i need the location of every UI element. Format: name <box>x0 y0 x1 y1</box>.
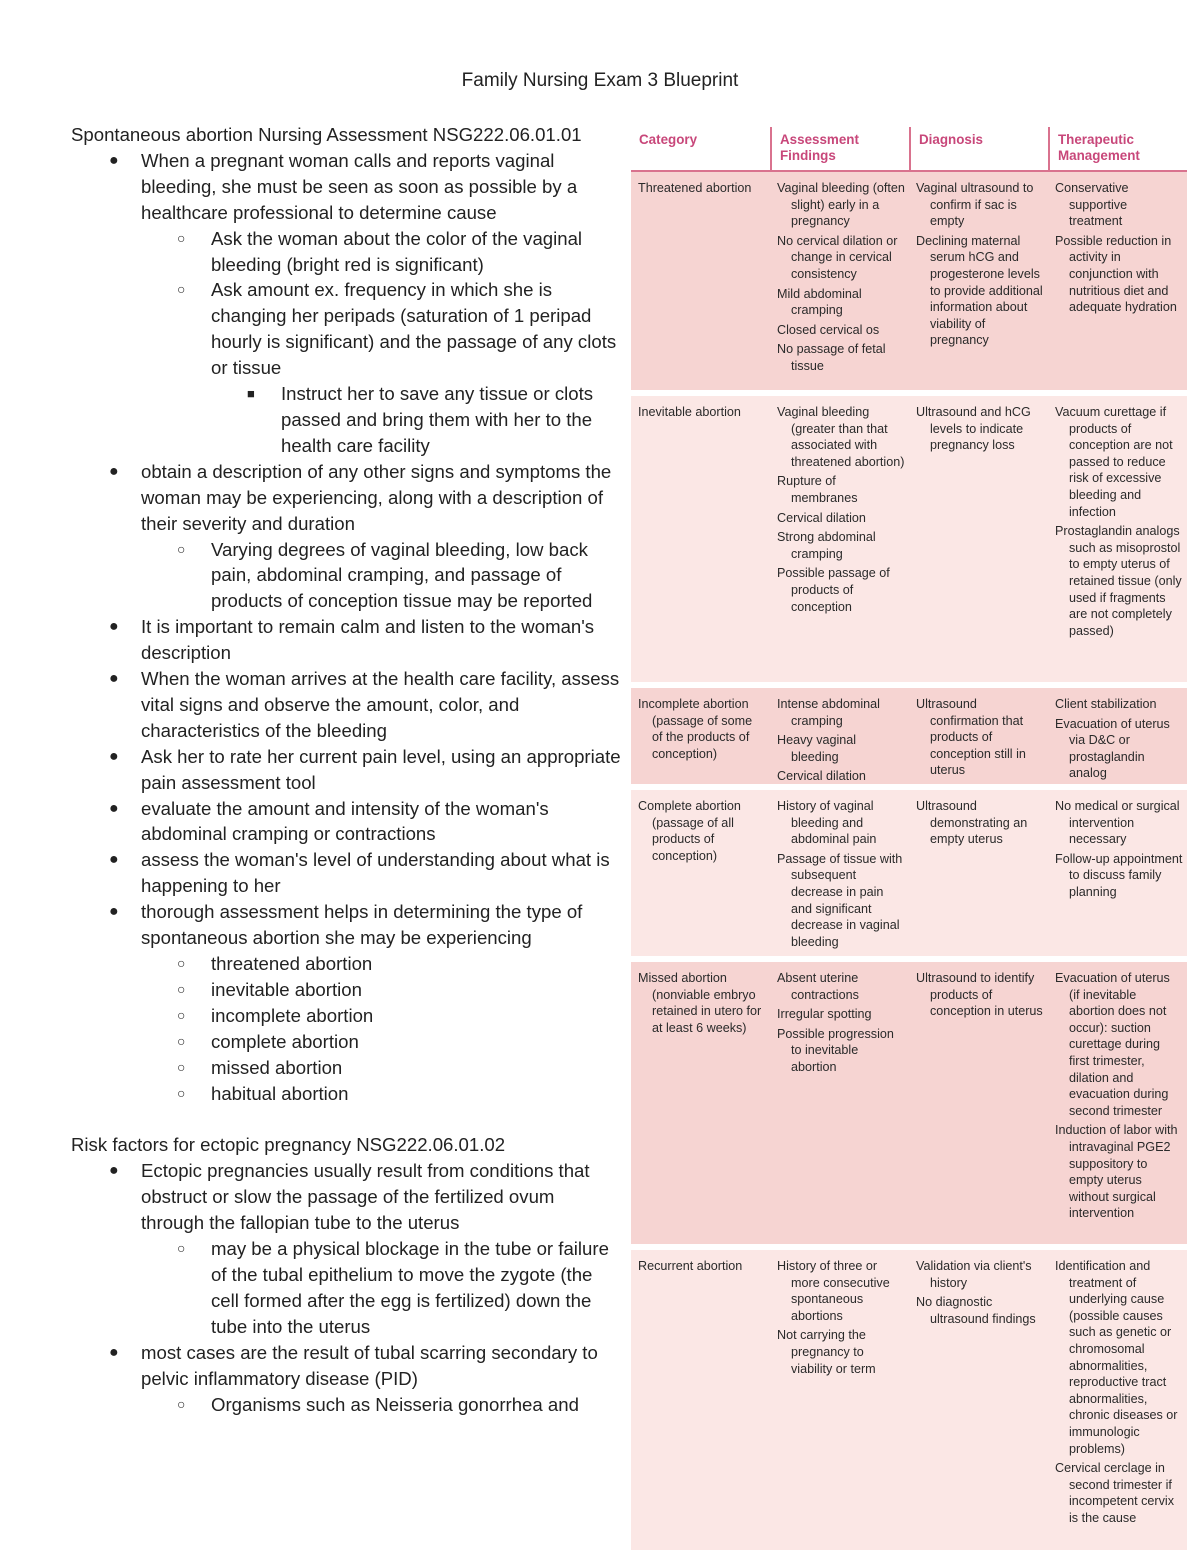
list-item-text: It is important to remain calm and listen to the woman's description <box>141 616 595 664</box>
diagnosis-cell <box>909 688 1048 784</box>
cell-entry: History of vaginal bleeding and abdominal pain <box>777 799 877 847</box>
management-cell <box>1048 172 1187 390</box>
list-item-text: When a pregnant woman calls and reports vaginal bleeding, she must be seen as soon as possible by a healthcare professional to determine cause <box>141 149 578 223</box>
bullet-list <box>71 1158 621 1417</box>
table-row <box>631 688 1187 784</box>
cell-entry: Vaginal bleeding (often slight) early in a pregnancy <box>777 181 905 229</box>
management-cell <box>1048 790 1187 956</box>
assessment-cell <box>770 1250 909 1550</box>
management-cell <box>1048 396 1187 682</box>
list-item: ● Ectopic pregnancies usually result from conditions that obstruct or slow the passage of the fertilized ovum through the fallopian tube to the uterus ○ may be a physical blockage in the tube or failure of the tubal epithelium to move the zygote (the cell formed after the egg is fertilized) down the tube into the uterus <box>71 1158 621 1339</box>
cell-entry: Vaginal bleeding (greater than that associated with threatened abortion) <box>777 405 905 469</box>
cell-entry: Induction of labor with intravaginal PGE2 suppository to empty uterus without surgical intervention <box>1055 1123 1178 1221</box>
list-item-text: threatened abortion <box>211 953 373 974</box>
diagnosis-cell <box>909 1250 1048 1550</box>
bullet-list <box>71 148 621 1107</box>
management-cell <box>1048 962 1187 1244</box>
cell-entry: Passage of tissue with subsequent decrease in pain and significant decrease in vaginal bleeding <box>777 851 903 949</box>
cell-entry: Intense abdominal cramping <box>777 697 880 728</box>
cell-entry: Possible reduction in activity in conjunction with nutritious diet and adequate hydration <box>1055 233 1177 315</box>
list-item: ○ complete abortion <box>177 1030 359 1052</box>
section-heading-ectopic-pregnancy: Risk factors for ectopic pregnancy NSG222.06.01.02 <box>71 1134 506 1156</box>
table-row <box>631 172 1187 390</box>
cell-entry: Identification and treatment of underlying cause (possible causes such as genetic or chromosomal abnormalities, reproductive tract abnormalities, chronic diseases or immunologic problems) <box>1055 1259 1178 1456</box>
list-item-text: evaluate the amount and intensity of the woman's abdominal cramping or contractions <box>141 797 549 845</box>
cell-entry: Possible passage of products of conception <box>777 566 890 614</box>
cell-entry: Rupture of membranes <box>777 474 858 505</box>
list-item: ● It is important to remain calm and listen to the woman's description <box>109 616 595 664</box>
category-cell <box>631 1250 770 1550</box>
list-item: ● thorough assessment helps in determining the type of spontaneous abortion she may be experiencing ○ threatened abortion ○ inevitable abortion ○ incomplete abortion ○ complete abortion ○ missed abortion ○ habitual abortion <box>71 899 621 1106</box>
cell-entry: Ultrasound to identify products of conception in uterus <box>916 971 1043 1019</box>
list-item-text: Varying degrees of vaginal bleeding, low back pain, abdominal cramping, and passage of products of conception tissue may be reported <box>211 538 593 612</box>
list-item-text: complete abortion <box>211 1030 359 1052</box>
category-cell <box>631 790 770 956</box>
management-cell <box>1048 1250 1187 1550</box>
cell-entry: No passage of fetal tissue <box>777 342 886 373</box>
cell-entry: No medical or surgical intervention necessary <box>1055 799 1180 847</box>
cell-entry: Cervical dilation <box>777 510 866 525</box>
cell-entry: Evacuation of uterus via D&C or prostaglandin analog <box>1055 716 1170 781</box>
list-item-text: Ask amount ex. frequency in which she is changing her peripads (saturation of 1 peripad hourly is significant) and the passage of any clots or tissue <box>211 279 617 379</box>
list-item-text: Ask the woman about the color of the vaginal bleeding (bright red is significant) <box>211 227 583 275</box>
section-heading-spontaneous-abortion: Spontaneous abortion Nursing Assessment NSG222.06.01.01 <box>71 124 582 145</box>
category-cell <box>631 962 770 1244</box>
list-item-text: thorough assessment helps in determining the type of spontaneous abortion she may be experiencing <box>141 901 583 949</box>
cell-entry: No cervical dilation or change in cervical consistency <box>777 233 898 281</box>
list-item: ● assess the woman's level of understanding about what is happening to her <box>109 849 610 897</box>
column-header-assessment: Assessment Findings <box>770 127 909 170</box>
diagnosis-cell <box>909 172 1048 390</box>
list-item: ○ Ask amount ex. frequency in which she is changing her peripads (saturation of 1 peripad hourly is significant) and the passage of any clots or tissue ■ Instruct her to save any tissue or clots passed and bring them with her to the health care facility <box>141 277 621 458</box>
category-cell <box>631 172 770 390</box>
cell-entry: Ultrasound demonstrating an empty uterus <box>916 799 1028 847</box>
cell-entry: Follow-up appointment to discuss family planning <box>1055 851 1183 899</box>
cell-entry: Not carrying the pregnancy to viability or term <box>777 1328 876 1376</box>
list-item: ○ incomplete abortion <box>177 1004 374 1026</box>
diagnosis-cell <box>909 790 1048 956</box>
table-header <box>631 127 1187 172</box>
list-item-text: Organisms such as Neisseria gonorrhea and <box>211 1393 579 1415</box>
list-item: ○ Varying degrees of vaginal bleeding, low back pain, abdominal cramping, and passage of products of conception tissue may be reported <box>177 538 593 612</box>
table-body <box>631 172 1187 1550</box>
list-item-text: may be a physical blockage in the tube or failure of the tubal epithelium to move the zygote (the cell formed after the egg is fertilized) down the tube into the uterus <box>211 1238 609 1337</box>
list-item-text: habitual abortion <box>211 1082 349 1104</box>
cell-entry: Ultrasound confirmation that products of conception still in uterus <box>916 697 1026 778</box>
cell-entry: Possible progression to inevitable abortion <box>777 1026 894 1074</box>
list-item-text: Ask her to rate her current pain level, using an appropriate pain assessment tool <box>141 745 621 793</box>
management-cell <box>1048 688 1187 784</box>
list-item: ○ may be a physical blockage in the tube or failure of the tubal epithelium to move the zygote (the cell formed after the egg is fertilized) down the tube into the uterus <box>177 1238 609 1337</box>
list-item: ■ Instruct her to save any tissue or clots passed and bring them with her to the health care facility <box>247 383 594 456</box>
list-item-text: When the woman arrives at the health care facility, assess vital signs and observe the amount, color, and characteristics of the bleeding <box>141 668 620 741</box>
cell-entry: Declining maternal serum hCG and progesterone levels to provide additional information about viability of pregnancy <box>916 233 1043 348</box>
cell-entry: Inevitable abortion <box>638 405 741 419</box>
list-item: ○ Organisms such as Neisseria gonorrhea and <box>177 1393 579 1415</box>
cell-entry: Ultrasound and hCG levels to indicate pregnancy loss <box>916 405 1031 453</box>
cell-entry: Validation via client's history <box>916 1259 1032 1290</box>
cell-entry: History of three or more consecutive spontaneous abortions <box>777 1259 890 1323</box>
category-cell <box>631 396 770 682</box>
category-cell <box>631 688 770 784</box>
cell-entry: Prostaglandin analogs such as misoprostol to empty uterus of retained tissue (only used if fragments are not completely passed) <box>1055 524 1182 638</box>
cell-entry: Heavy vaginal bleeding <box>777 733 857 764</box>
table-row <box>631 962 1187 1244</box>
list-item: ○ habitual abortion <box>177 1082 349 1104</box>
cell-entry: Incomplete abortion (passage of some of the products of conception) <box>638 697 753 761</box>
column-header-management: Therapeutic Management <box>1048 127 1187 170</box>
list-item: ○ inevitable abortion <box>177 978 362 1000</box>
cell-entry: Vacuum curettage if products of conception are not passed to reduce risk of excessive bleeding and infection <box>1055 405 1173 519</box>
cell-entry: Missed abortion (nonviable embryo retained in utero for at least 6 weeks) <box>638 971 762 1035</box>
cell-entry: Complete abortion (passage of all products of conception) <box>638 799 741 863</box>
column-header-category: Category <box>639 132 698 147</box>
abortion-types-table <box>631 127 1187 1550</box>
list-item-text: incomplete abortion <box>211 1004 374 1026</box>
list-item: ○ Ask the woman about the color of the vaginal bleeding (bright red is significant) <box>177 227 583 275</box>
list-item-text: assess the woman's level of understanding about what is happening to her <box>141 849 610 897</box>
list-item-text: missed abortion <box>211 1056 343 1078</box>
assessment-cell <box>770 962 909 1244</box>
cell-entry: Client stabilization <box>1055 697 1157 711</box>
cell-entry: Vaginal ultrasound to confirm if sac is empty <box>916 181 1034 229</box>
cell-entry: Recurrent abortion <box>638 1259 743 1273</box>
table-row <box>631 1250 1187 1550</box>
notes-column <box>71 122 621 1417</box>
cell-entry: No diagnostic ultrasound findings <box>916 1295 1036 1326</box>
list-item: ● Ask her to rate her current pain level, using an appropriate pain assessment tool <box>109 745 621 793</box>
column-header-diagnosis: Diagnosis <box>909 127 1048 170</box>
list-item-text: most cases are the result of tubal scarring secondary to pelvic inflammatory disease (PID) <box>141 1341 598 1389</box>
assessment-cell <box>770 172 909 390</box>
cell-entry: Threatened abortion <box>638 181 752 195</box>
cell-entry: Cervical cerclage in second trimester if incompetent cervix is the cause <box>1055 1461 1174 1525</box>
list-item: ● obtain a description of any other signs and symptoms the woman may be experiencing, along with a description of their severity and duration ○ Varying degrees of vaginal bleeding, low back pain, abdominal cramping, and passage of products of conception tissue may be reported <box>71 459 621 614</box>
list-item: ○ missed abortion <box>177 1056 343 1078</box>
list-item-text: inevitable abortion <box>211 978 362 1000</box>
diagnosis-cell <box>909 962 1048 1244</box>
document-title: Family Nursing Exam 3 Blueprint <box>461 70 739 91</box>
table-row <box>631 396 1187 682</box>
list-item-text: obtain a description of any other signs and symptoms the woman may be experiencing, along with a description of their severity and duration <box>141 460 612 534</box>
cell-entry: Irregular spotting <box>777 1007 872 1022</box>
list-item: ● When the woman arrives at the health care facility, assess vital signs and observe the amount, color, and characteristics of the bleeding <box>109 668 620 741</box>
assessment-cell <box>770 790 909 956</box>
assessment-cell <box>770 396 909 682</box>
cell-entry: Absent uterine contractions <box>777 971 859 1002</box>
list-item: ○ threatened abortion <box>177 953 373 974</box>
cell-entry: Mild abdominal cramping <box>777 286 862 318</box>
assessment-cell <box>770 688 909 784</box>
list-item-text: Ectopic pregnancies usually result from conditions that obstruct or slow the passage of the fertilized ovum through the fallopian tube to the uterus <box>141 1160 590 1234</box>
list-item: ● most cases are the result of tubal scarring secondary to pelvic inflammatory disease (PID) ○ Organisms such as Neisseria gonorrhea and <box>71 1340 621 1418</box>
list-item: ● evaluate the amount and intensity of the woman's abdominal cramping or contractions <box>109 797 549 845</box>
cell-entry: Strong abdominal cramping <box>777 530 876 561</box>
cell-entry: Evacuation of uterus (if inevitable abortion does not occur): suction curettage during first trimester, dilation and evacuation during second trimester <box>1055 971 1170 1118</box>
list-item-text: Instruct her to save any tissue or clots passed and bring them with her to the health care facility <box>281 383 594 456</box>
cell-entry: Closed cervical os <box>777 322 880 337</box>
cell-entry: Conservative supportive treatment <box>1055 181 1129 229</box>
table-row <box>631 790 1187 956</box>
list-item: ● When a pregnant woman calls and reports vaginal bleeding, she must be seen as soon as possible by a healthcare professional to determine cause ○ Ask the woman about the color of the vaginal bleeding (bright red is significant) ○ Ask amount ex. frequency in which she is changing her peripads (saturation of 1 peripad hourly is significant) and the passage of any clots or tissue ■ Instruct her to save any tissue or clots passed and bring them with her to the health care facility <box>71 148 621 459</box>
diagnosis-cell <box>909 396 1048 682</box>
cell-entry: Cervical dilation <box>777 769 866 784</box>
